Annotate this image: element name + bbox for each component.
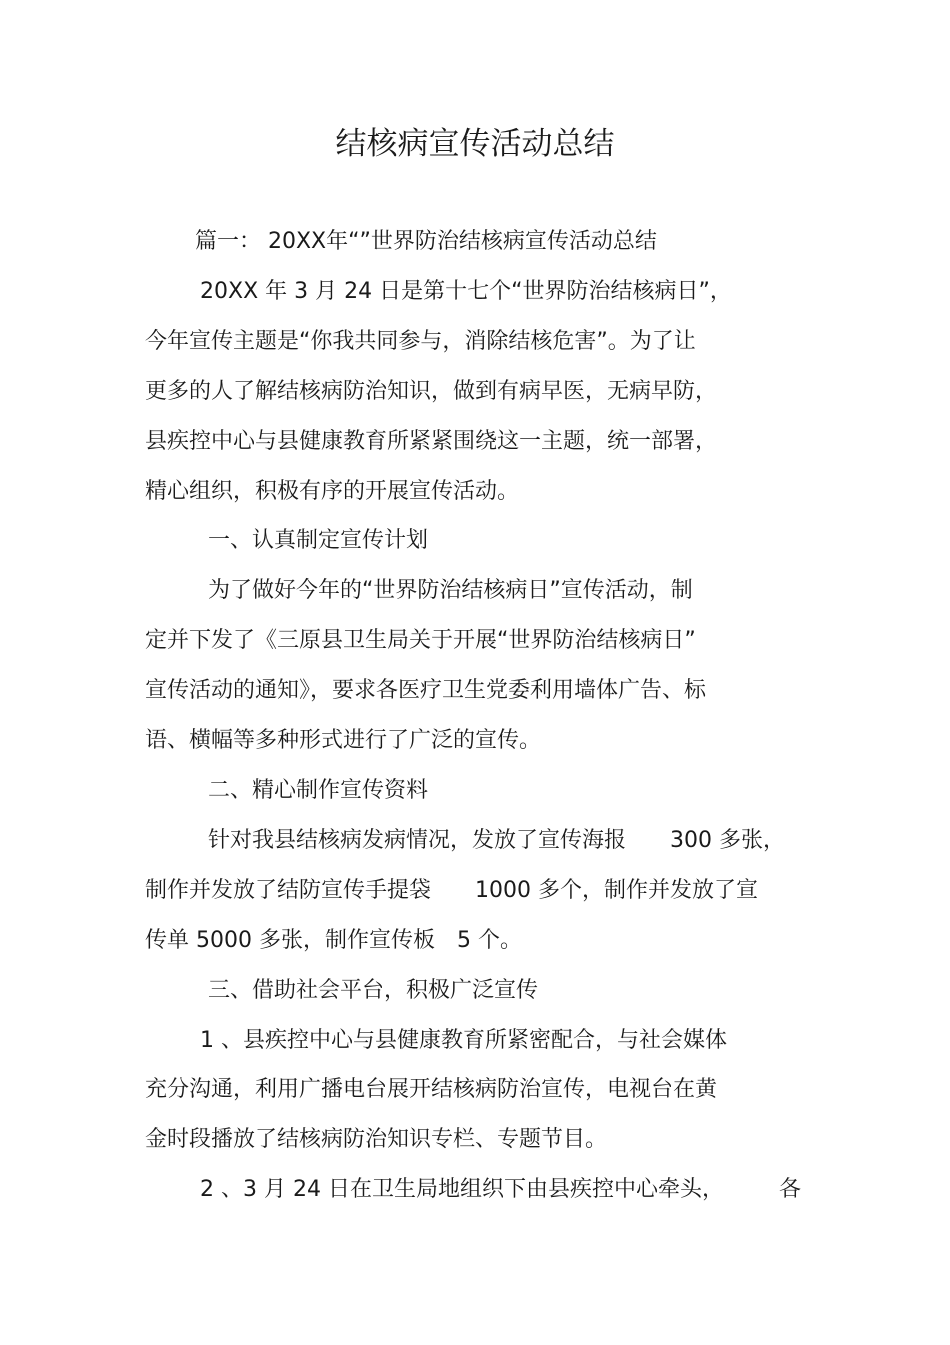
paragraph-line: 语、横幅等多种形式进行了广泛的宣传。 [145, 728, 542, 753]
paragraph-line: 精心组织，积极有序的开展宣传活动。 [145, 479, 520, 504]
section-heading: 一、认真制定宣传计划 [208, 528, 429, 553]
paragraph-line: 县疾控中心与县健康教育所紧紧围绕这一主题，统一部署， [145, 429, 718, 454]
paragraph-line: 今年宣传主题是“你我共同参与，消除结核危害”。为了让 [145, 329, 696, 354]
section-heading: 三、借助社会平台，积极广泛宣传 [208, 978, 539, 1003]
paragraph-line: 针对我县结核病发病情况，发放了宣传海报 300 多张， [208, 828, 785, 853]
paragraph-line: 20XX 年 3 月 24 日是第十七个“世界防治结核病日”， [200, 279, 732, 304]
paragraph-line: 1 、县疾控中心与县健康教育所紧密配合，与社会媒体 [200, 1028, 727, 1053]
paragraph-line: 传单 5000 多张，制作宣传板 5 个。 [145, 928, 522, 953]
paragraph-line: 制作并发放了结防宣传手提袋 1000 多个，制作并发放了宣 [145, 878, 758, 903]
paragraph-line: 宣传活动的通知》，要求各医疗卫生党委利用墙体广告、标 [145, 678, 707, 703]
paragraph-line: 为了做好今年的“世界防治结核病日”宣传活动，制 [208, 578, 693, 603]
document-title: 结核病宣传活动总结 [335, 126, 615, 162]
paragraph-line: 篇一： 20XX年“”世界防治结核病宣传活动总结 [195, 229, 657, 254]
paragraph-line: 金时段播放了结核病防治知识专栏、专题节目。 [145, 1127, 608, 1152]
section-heading: 二、精心制作宣传资料 [208, 778, 429, 803]
paragraph-line: 2 、3 月 24 日在卫生局地组织下由县疾控中心牵头， 各 [200, 1177, 801, 1202]
paragraph-line: 更多的人了解结核病防治知识，做到有病早医，无病早防， [145, 379, 718, 404]
paragraph-line: 定并下发了《三原县卫生局关于开展“世界防治结核病日” [145, 628, 696, 653]
paragraph-line: 充分沟通，利用广播电台展开结核病防治宣传，电视台在黄 [145, 1077, 718, 1102]
